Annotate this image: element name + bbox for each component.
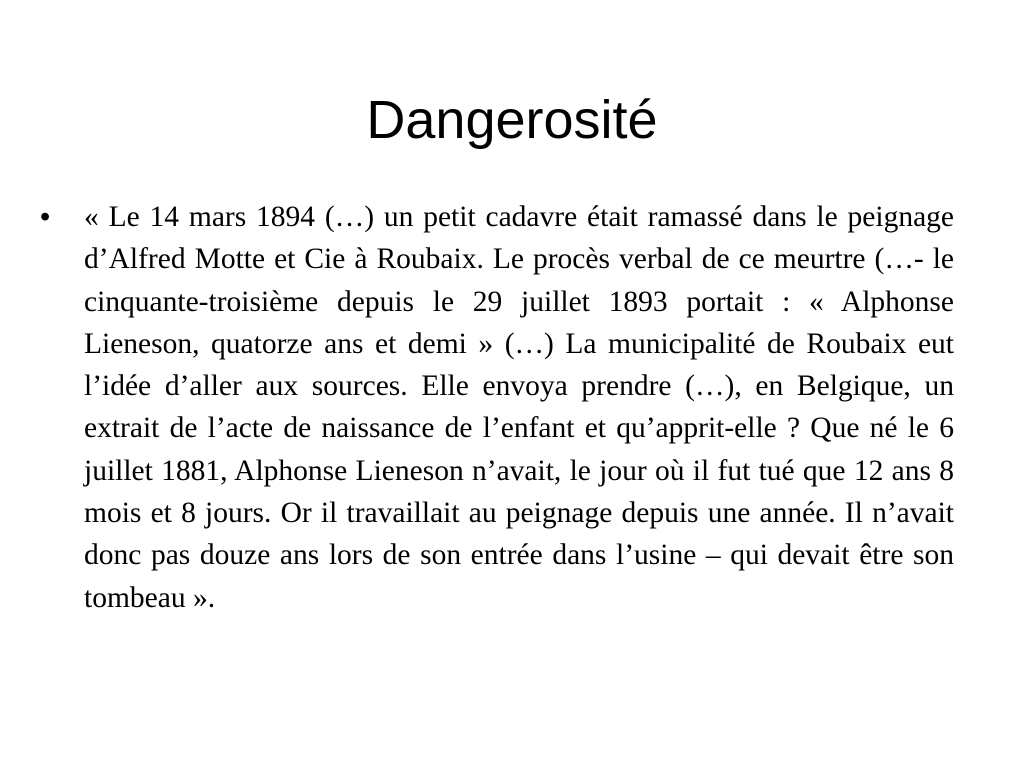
slide-title: Dangerosité — [366, 90, 658, 150]
bullet-item — [40, 196, 954, 619]
bullet-marker: • — [40, 201, 51, 233]
bullet-text: « Le 14 mars 1894 (…) un petit cadavre était ramassé dans le peignage d’Alfred Motte et Cie à Roubaix. Le procès verbal de ce meurtre (…- le cinquante-troisième depuis le 29 juillet 1893 portait : « Alphonse Lieneson, quatorze ans et demi » (…) La municipalité de Roubaix eut l’idée d’aller aux sources. Elle envoya prendre (…), en Belgique, un extrait de l’acte de naissance de l’enfant et qu’apprit-elle ? Que né le 6 juillet 1881, Alphonse Lieneson n’avait, le jour où il fut tué que 12 ans 8 mois et 8 jours. Or il travaillait au peignage depuis une année. Il n’avait donc pas douze ans lors de son entrée dans l’usine – qui devait être son tombeau ». — [84, 201, 954, 614]
bullet-list — [40, 196, 954, 619]
